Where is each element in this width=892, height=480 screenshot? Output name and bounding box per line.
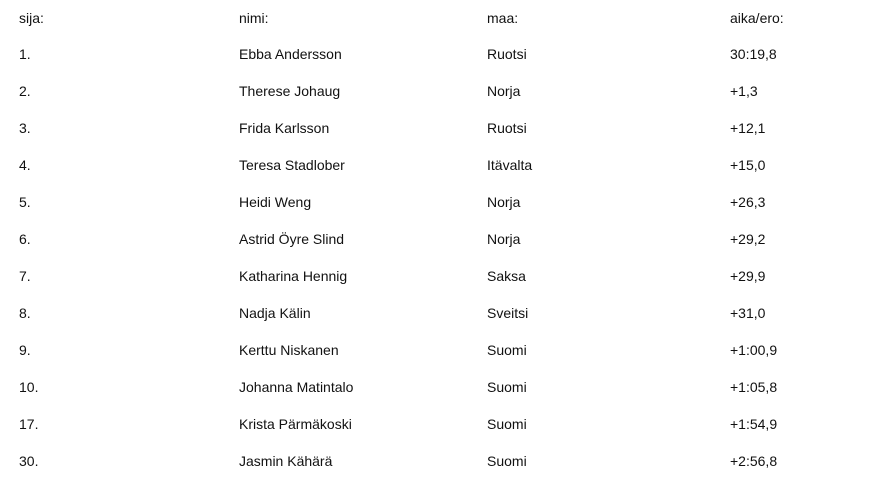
country-cell: Suomi [487, 453, 527, 469]
table-header [0, 0, 892, 36]
name-cell: Teresa Stadlober [239, 157, 345, 173]
time-cell: 30:19,8 [730, 46, 777, 62]
time-cell: +29,9 [730, 268, 766, 284]
time-cell: +1:05,8 [730, 379, 778, 395]
table-row [0, 147, 892, 184]
rank-cell: 4. [19, 157, 31, 173]
country-cell: Ruotsi [487, 46, 527, 62]
time-cell: +15,0 [730, 157, 766, 173]
time-cell: +1:54,9 [730, 416, 778, 432]
country-cell: Itävalta [487, 157, 533, 173]
rank-cell: 10. [19, 379, 39, 395]
name-cell: Kerttu Niskanen [239, 342, 339, 358]
rank-cell: 6. [19, 231, 31, 247]
name-cell: Frida Karlsson [239, 120, 330, 136]
rank-cell: 7. [19, 268, 31, 284]
table-row [0, 295, 892, 332]
header-name: nimi: [239, 10, 269, 26]
country-cell: Suomi [487, 342, 527, 358]
country-cell: Ruotsi [487, 120, 527, 136]
time-cell: +26,3 [730, 194, 766, 210]
country-cell: Norja [487, 194, 521, 210]
table-row [0, 369, 892, 406]
table-row [0, 221, 892, 258]
table-row [0, 73, 892, 110]
country-cell: Norja [487, 231, 521, 247]
header-country: maa: [487, 10, 519, 26]
time-cell: +2:56,8 [730, 453, 778, 469]
name-cell: Heidi Weng [239, 194, 312, 210]
country-cell: Sveitsi [487, 305, 529, 321]
country-cell: Saksa [487, 268, 526, 284]
header-time: aika/ero: [730, 10, 784, 26]
country-cell: Suomi [487, 416, 527, 432]
name-cell: Astrid Öyre Slind [239, 231, 345, 247]
name-cell: Krista Pärmäkoski [239, 416, 352, 432]
rank-cell: 9. [19, 342, 31, 358]
name-cell: Therese Johaug [239, 83, 341, 99]
rank-cell: 5. [19, 194, 31, 210]
table-row [0, 258, 892, 295]
name-cell: Nadja Kälin [239, 305, 311, 321]
rank-cell: 1. [19, 46, 31, 62]
header-rank: sija: [19, 10, 44, 26]
table-row [0, 184, 892, 221]
rank-cell: 3. [19, 120, 31, 136]
table-row [0, 332, 892, 369]
name-cell: Ebba Andersson [239, 46, 342, 62]
table-row [0, 406, 892, 443]
table-row [0, 443, 892, 480]
time-cell: +31,0 [730, 305, 766, 321]
table-row [0, 36, 892, 73]
rank-cell: 8. [19, 305, 31, 321]
country-cell: Norja [487, 83, 521, 99]
name-cell: Johanna Matintalo [239, 379, 354, 395]
time-cell: +12,1 [730, 120, 766, 136]
time-cell: +1,3 [730, 83, 758, 99]
rank-cell: 30. [19, 453, 39, 469]
rank-cell: 17. [19, 416, 39, 432]
name-cell: Jasmin Kähärä [239, 453, 333, 469]
rank-cell: 2. [19, 83, 31, 99]
time-cell: +1:00,9 [730, 342, 778, 358]
table-row [0, 110, 892, 147]
name-cell: Katharina Hennig [239, 268, 348, 284]
country-cell: Suomi [487, 379, 527, 395]
time-cell: +29,2 [730, 231, 766, 247]
